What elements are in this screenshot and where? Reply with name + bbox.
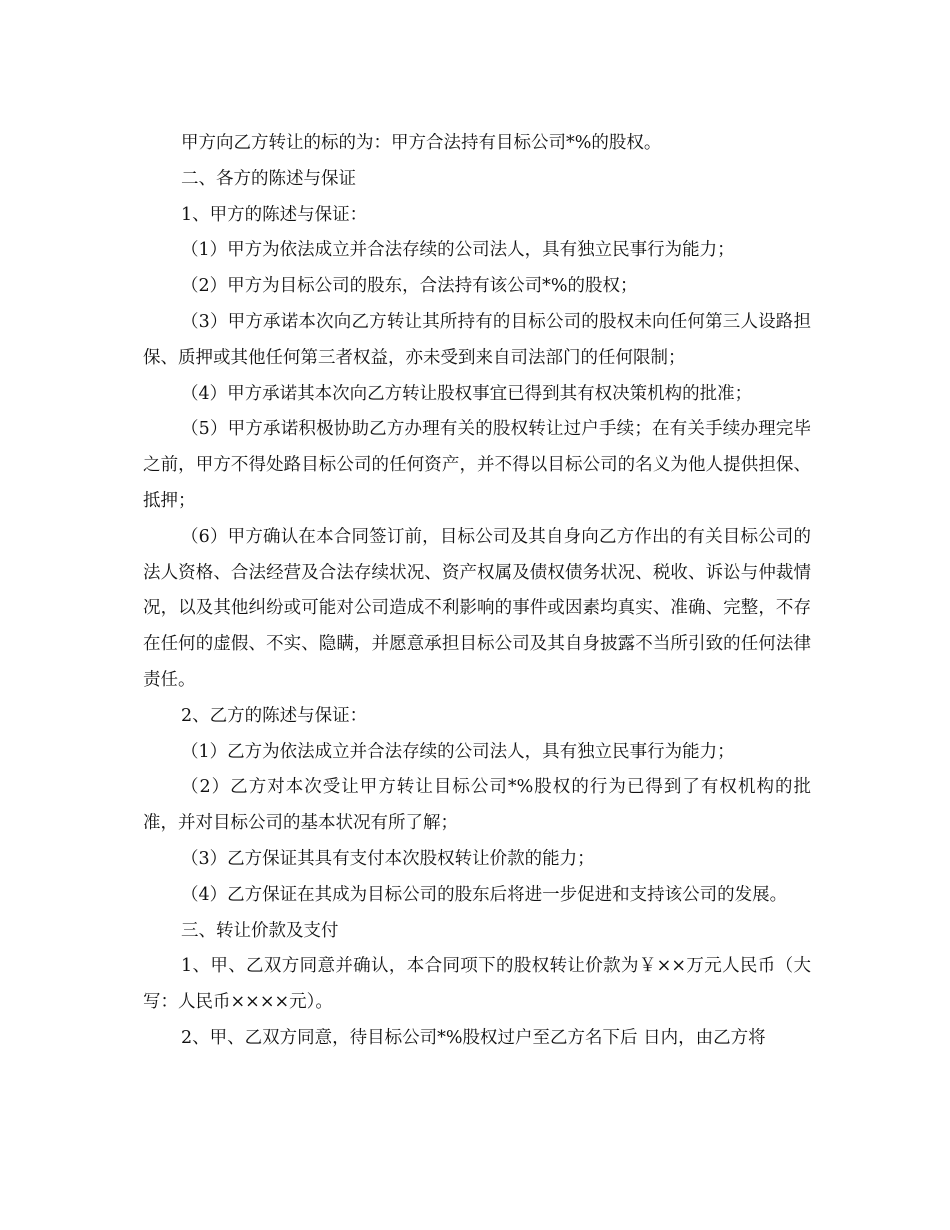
- party-b-clause-4: （4）乙方保证在其成为目标公司的股东后将进一步促进和支持该公司的发展。: [181, 884, 788, 905]
- party-a-clause-1: （1）甲方为依法成立并合法存续的公司法人，具有独立民事行为能力；: [181, 240, 735, 261]
- heading-representations-warranties: 二、各方的陈述与保证: [181, 168, 356, 189]
- party-a-clause-2: （2）甲方为目标公司的股东，合法持有该公司*%的股权；: [181, 276, 638, 297]
- party-b-clause-3: （3）乙方保证其具有支付本次股权转让价款的能力；: [181, 848, 595, 869]
- party-a-clause-5: （5）甲方承诺积极协助乙方办理有关的股权转让过户手续；在有关手续办理完毕之前，甲方不得处路目标公司的任何资产，并不得以目标公司的名义为他人提供担保、抵押；: [143, 419, 811, 511]
- subheading-party-a-warranties: 1、甲方的陈述与保证：: [181, 204, 368, 225]
- party-a-clause-6: （6）甲方确认在本合同签订前，目标公司及其自身向乙方作出的有关目标公司的法人资格、合法经营及合法存续状况、资产权属及债权债务状况、税收、诉讼与仲裁情况，以及其他纠纷或可能对公司造成不利影响的事件或因素均真实、准确、完整，不存在任何的虚假、不实、隐瞒，并愿意承担目标公司及其自身披露不当所引致的任何法律责任。: [143, 526, 811, 690]
- payment-clause-1: 1、甲、乙双方同意并确认，本合同项下的股权转让价款为￥××万元人民币（大写：人民币××××元）。: [143, 956, 811, 1013]
- payment-clause-2: 2、甲、乙双方同意，待目标公司*%股权过户至乙方名下后 日内，由乙方将: [181, 1027, 766, 1048]
- party-a-clause-3: （3）甲方承诺本次向乙方转让其所持有的目标公司的股权未向任何第三人设路担保、质押或其他任何第三者权益，亦未受到来自司法部门的任何限制；: [143, 311, 811, 368]
- paragraph-transfer-subject: 甲方向乙方转让的标的为：甲方合法持有目标公司*%的股权。: [181, 133, 662, 153]
- party-a-clause-4: （4）甲方承诺其本次向乙方转让股权事宜已得到其有权决策机构的批准；: [181, 383, 753, 404]
- heading-price-payment: 三、转让价款及支付: [181, 920, 339, 941]
- document-body: [143, 126, 811, 1057]
- subheading-party-b-warranties: 2、乙方的陈述与保证：: [181, 705, 368, 726]
- party-b-clause-2: （2）乙方对本次受让甲方转让目标公司*%股权的行为已得到了有权机构的批准，并对目标公司的基本状况有所了解；: [143, 777, 811, 834]
- party-b-clause-1: （1）乙方为依法成立并合法存续的公司法人，具有独立民事行为能力；: [181, 741, 735, 762]
